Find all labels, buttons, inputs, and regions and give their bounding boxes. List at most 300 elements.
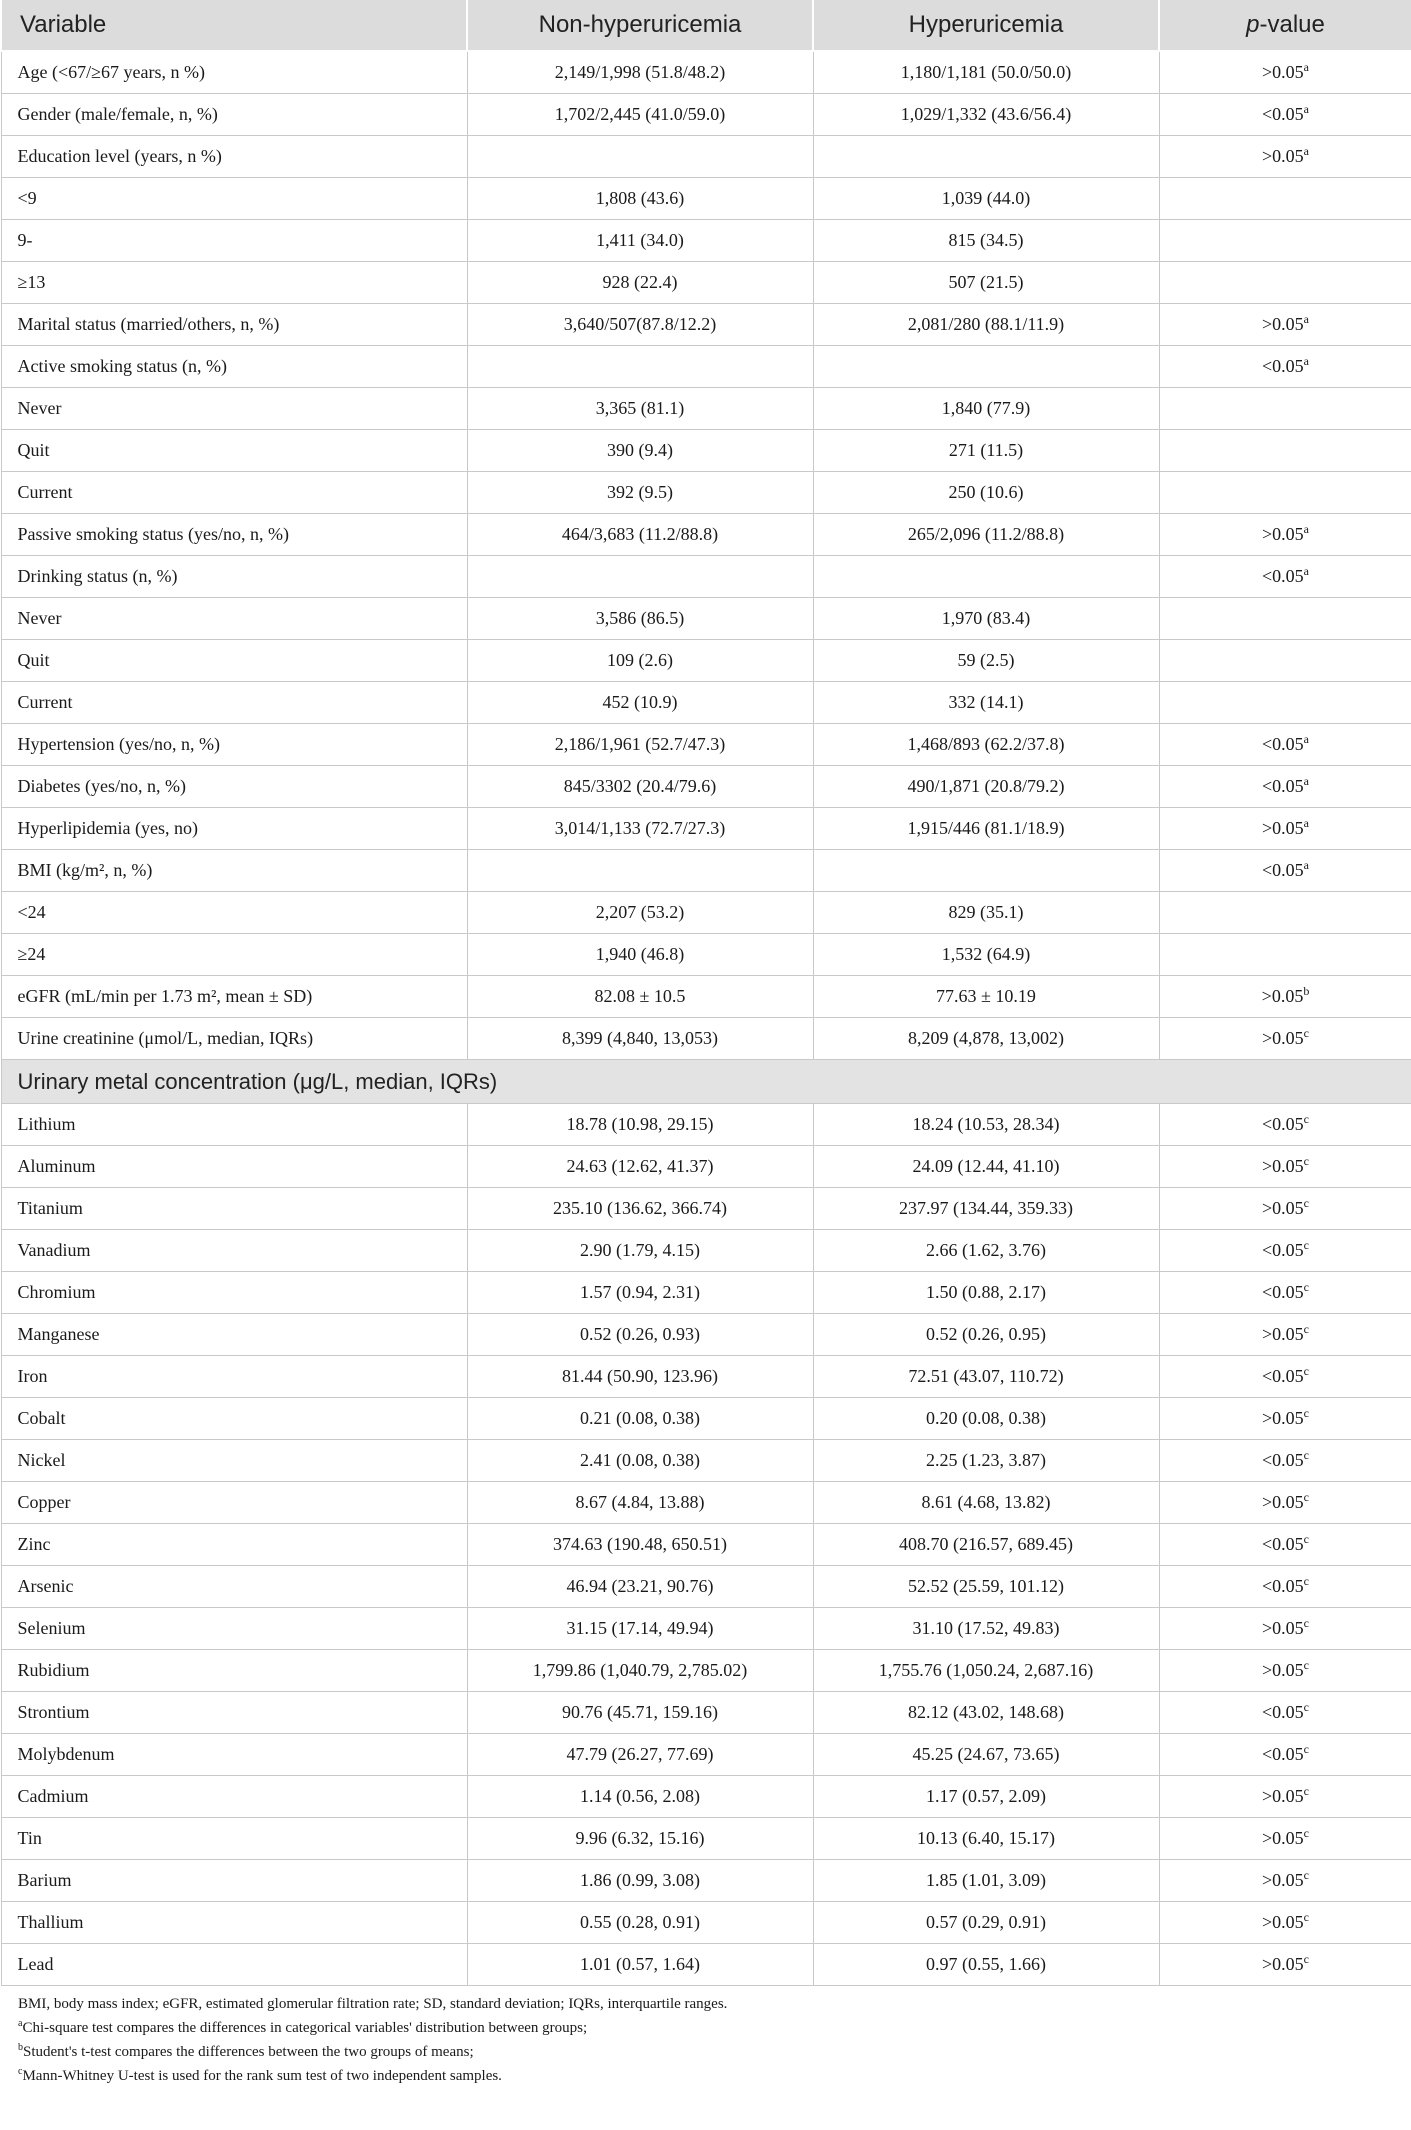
p-value-footnote-mark: c [1303,1784,1309,1798]
header-non-hyperuricemia: Non-hyperuricemia [467,0,813,51]
cell-hyperuricemia: 24.09 (12.44, 41.10) [813,1146,1159,1188]
cell-p-value [1159,1650,1411,1692]
p-value-text: >0.05 [1262,1156,1304,1176]
table-row [1,1608,1411,1650]
cell-hyperuricemia: 2.25 (1.23, 3.87) [813,1440,1159,1482]
header-variable: Variable [1,0,467,51]
p-value-text: >0.05 [1262,1828,1304,1848]
cell-non-hyperuricemia: 2.41 (0.08, 0.38) [467,1440,813,1482]
p-value-footnote-mark: b [1303,984,1310,998]
table-row [1,136,1411,178]
p-value-text: >0.05 [1262,1660,1304,1680]
cell-p-value [1159,514,1411,556]
cell-non-hyperuricemia: 1,799.86 (1,040.79, 2,785.02) [467,1650,813,1692]
table-row [1,1018,1411,1060]
cell-variable: Iron [1,1356,467,1398]
table-header-row [1,0,1411,51]
cell-non-hyperuricemia: 9.96 (6.32, 15.16) [467,1818,813,1860]
p-value-text: >0.05 [1262,1954,1304,1974]
cell-variable: Tin [1,1818,467,1860]
footnote-a-text: Chi-square test compares the differences in categorical variables' distribution between groups; [22,2020,588,2036]
cell-p-value [1159,1818,1411,1860]
cell-p-value [1159,1608,1411,1650]
p-value-footnote-mark: a [1303,858,1309,872]
cell-non-hyperuricemia: 928 (22.4) [467,262,813,304]
cell-variable: eGFR (mL/min per 1.73 m², mean ± SD) [1,976,467,1018]
cell-hyperuricemia: 0.57 (0.29, 0.91) [813,1902,1159,1944]
p-value-text: <0.05 [1262,104,1304,124]
p-value-footnote-mark: c [1303,1196,1309,1210]
cell-p-value [1159,1692,1411,1734]
cell-hyperuricemia: 45.25 (24.67, 73.65) [813,1734,1159,1776]
cell-variable: Thallium [1,1902,467,1944]
cell-variable: ≥13 [1,262,467,304]
cell-hyperuricemia: 1,755.76 (1,050.24, 2,687.16) [813,1650,1159,1692]
cell-non-hyperuricemia: 374.63 (190.48, 650.51) [467,1524,813,1566]
cell-variable: Quit [1,640,467,682]
table-row [1,766,1411,808]
p-value-text: <0.05 [1262,776,1304,796]
table-row [1,51,1411,94]
table-row [1,1356,1411,1398]
header-p-value [1159,0,1411,51]
table-row [1,1818,1411,1860]
cell-hyperuricemia [813,850,1159,892]
table-row [1,1272,1411,1314]
p-value-footnote-mark: a [1303,354,1309,368]
cell-non-hyperuricemia: 2,207 (53.2) [467,892,813,934]
p-value-text: <0.05 [1262,1450,1304,1470]
table-row [1,514,1411,556]
cell-p-value [1159,1018,1411,1060]
table-row [1,1944,1411,1986]
table-body-section [1,1060,1411,1104]
cell-hyperuricemia: 0.97 (0.55, 1.66) [813,1944,1159,1986]
cell-non-hyperuricemia: 1.86 (0.99, 3.08) [467,1860,813,1902]
cell-p-value [1159,976,1411,1018]
cell-p-value [1159,640,1411,682]
table-row [1,556,1411,598]
cell-hyperuricemia: 332 (14.1) [813,682,1159,724]
table-row [1,1314,1411,1356]
p-value-footnote-mark: c [1303,1868,1309,1882]
cell-p-value [1159,598,1411,640]
cell-non-hyperuricemia: 2,149/1,998 (51.8/48.2) [467,51,813,94]
p-value-footnote-mark: c [1303,1742,1309,1756]
table-row [1,934,1411,976]
cell-non-hyperuricemia: 0.52 (0.26, 0.93) [467,1314,813,1356]
footnotes [0,1986,1411,2088]
cell-hyperuricemia: 408.70 (216.57, 689.45) [813,1524,1159,1566]
footnote-b-mark: b [18,2042,23,2053]
cell-p-value [1159,1104,1411,1146]
cell-non-hyperuricemia: 845/3302 (20.4/79.6) [467,766,813,808]
cell-non-hyperuricemia: 0.55 (0.28, 0.91) [467,1902,813,1944]
table-body-metals [1,1104,1411,1986]
table-row [1,220,1411,262]
cell-non-hyperuricemia: 1.01 (0.57, 1.64) [467,1944,813,1986]
table-row [1,430,1411,472]
cell-variable: Titanium [1,1188,467,1230]
cell-p-value [1159,1566,1411,1608]
cell-p-value [1159,556,1411,598]
cell-hyperuricemia: 490/1,871 (20.8/79.2) [813,766,1159,808]
p-value-text: <0.05 [1262,1744,1304,1764]
cell-hyperuricemia: 8.61 (4.68, 13.82) [813,1482,1159,1524]
cell-non-hyperuricemia: 90.76 (45.71, 159.16) [467,1692,813,1734]
cell-non-hyperuricemia: 1.14 (0.56, 2.08) [467,1776,813,1818]
cell-variable: Urine creatinine (μmol/L, median, IQRs) [1,1018,467,1060]
table-row [1,598,1411,640]
cell-p-value [1159,94,1411,136]
table-row [1,1566,1411,1608]
cell-p-value [1159,1734,1411,1776]
cell-variable: Marital status (married/others, n, %) [1,304,467,346]
cell-variable: <9 [1,178,467,220]
p-value-text: >0.05 [1262,1198,1304,1218]
cell-variable: Never [1,598,467,640]
p-value-text: >0.05 [1262,1870,1304,1890]
cell-non-hyperuricemia: 1,808 (43.6) [467,178,813,220]
cell-p-value [1159,1440,1411,1482]
cell-p-value [1159,1146,1411,1188]
cell-hyperuricemia: 250 (10.6) [813,472,1159,514]
cell-p-value [1159,1356,1411,1398]
cell-p-value [1159,892,1411,934]
cell-variable: Rubidium [1,1650,467,1692]
p-value-footnote-mark: c [1303,1532,1309,1546]
table-row [1,1146,1411,1188]
cell-p-value [1159,472,1411,514]
cell-non-hyperuricemia [467,136,813,178]
p-value-footnote-mark: a [1303,564,1309,578]
cell-variable: Chromium [1,1272,467,1314]
cell-non-hyperuricemia: 8.67 (4.84, 13.88) [467,1482,813,1524]
cell-variable: Current [1,682,467,724]
cell-p-value [1159,1902,1411,1944]
cell-hyperuricemia: 507 (21.5) [813,262,1159,304]
cell-variable: Passive smoking status (yes/no, n, %) [1,514,467,556]
cell-p-value [1159,1188,1411,1230]
p-value-footnote-mark: c [1303,1574,1309,1588]
header-p-rest: -value [1259,11,1325,38]
cell-hyperuricemia: 1,180/1,181 (50.0/50.0) [813,51,1159,94]
p-value-footnote-mark: c [1303,1826,1309,1840]
p-value-text: <0.05 [1262,1282,1304,1302]
table-row [1,850,1411,892]
cell-p-value [1159,850,1411,892]
cell-variable: Aluminum [1,1146,467,1188]
cell-hyperuricemia: 31.10 (17.52, 49.83) [813,1608,1159,1650]
cell-hyperuricemia: 1.50 (0.88, 2.17) [813,1272,1159,1314]
cell-hyperuricemia: 77.63 ± 10.19 [813,976,1159,1018]
p-value-text: >0.05 [1261,986,1304,1006]
cell-variable: Nickel [1,1440,467,1482]
cell-variable: Current [1,472,467,514]
table-row [1,724,1411,766]
cell-p-value [1159,1314,1411,1356]
table-row [1,976,1411,1018]
cell-variable: Hypertension (yes/no, n, %) [1,724,467,766]
cell-p-value [1159,934,1411,976]
table-row [1,1650,1411,1692]
p-value-text: >0.05 [1262,146,1304,166]
cell-p-value [1159,808,1411,850]
cell-p-value [1159,51,1411,94]
footnote-b-text: Student's t-test compares the differences between the two groups of means; [23,2044,474,2060]
cell-hyperuricemia: 8,209 (4,878, 13,002) [813,1018,1159,1060]
cell-hyperuricemia [813,556,1159,598]
table-row [1,1188,1411,1230]
table-row [1,1692,1411,1734]
p-value-footnote-mark: a [1303,60,1309,74]
cell-p-value [1159,766,1411,808]
p-value-footnote-mark: a [1303,522,1309,536]
p-value-text: >0.05 [1262,1324,1304,1344]
p-value-text: >0.05 [1262,1408,1304,1428]
cell-hyperuricemia: 1,915/446 (81.1/18.9) [813,808,1159,850]
table-row [1,178,1411,220]
cell-variable: Lithium [1,1104,467,1146]
p-value-text: <0.05 [1262,734,1304,754]
cell-non-hyperuricemia: 390 (9.4) [467,430,813,472]
cell-non-hyperuricemia: 235.10 (136.62, 366.74) [467,1188,813,1230]
cell-non-hyperuricemia: 81.44 (50.90, 123.96) [467,1356,813,1398]
cell-non-hyperuricemia: 3,586 (86.5) [467,598,813,640]
section-header-row [1,1060,1411,1104]
cell-variable: Gender (male/female, n, %) [1,94,467,136]
cell-hyperuricemia: 1,532 (64.9) [813,934,1159,976]
cell-variable: Diabetes (yes/no, n, %) [1,766,467,808]
cell-hyperuricemia: 271 (11.5) [813,430,1159,472]
cell-variable: Lead [1,1944,467,1986]
cell-hyperuricemia: 0.20 (0.08, 0.38) [813,1398,1159,1440]
p-value-text: >0.05 [1262,1028,1304,1048]
cell-p-value [1159,1776,1411,1818]
cell-variable: Barium [1,1860,467,1902]
cell-p-value [1159,1482,1411,1524]
cell-variable: Molybdenum [1,1734,467,1776]
p-value-footnote-mark: a [1303,816,1309,830]
cell-hyperuricemia: 18.24 (10.53, 28.34) [813,1104,1159,1146]
cell-variable: Cadmium [1,1776,467,1818]
p-value-footnote-mark: a [1303,732,1309,746]
cell-non-hyperuricemia: 452 (10.9) [467,682,813,724]
cell-non-hyperuricemia: 0.21 (0.08, 0.38) [467,1398,813,1440]
cell-non-hyperuricemia: 2,186/1,961 (52.7/47.3) [467,724,813,766]
table-row [1,388,1411,430]
cell-hyperuricemia: 1,029/1,332 (43.6/56.4) [813,94,1159,136]
cell-non-hyperuricemia: 1.57 (0.94, 2.31) [467,1272,813,1314]
header-hyperuricemia: Hyperuricemia [813,0,1159,51]
table-row [1,1398,1411,1440]
cell-variable: Never [1,388,467,430]
cell-hyperuricemia: 265/2,096 (11.2/88.8) [813,514,1159,556]
footnote-c [18,2064,1393,2088]
cell-hyperuricemia [813,346,1159,388]
cell-non-hyperuricemia: 24.63 (12.62, 41.37) [467,1146,813,1188]
cell-hyperuricemia [813,136,1159,178]
cell-p-value [1159,1944,1411,1986]
p-value-text: >0.05 [1262,1786,1304,1806]
p-value-text: <0.05 [1262,1240,1304,1260]
cell-non-hyperuricemia: 1,940 (46.8) [467,934,813,976]
p-value-footnote-mark: c [1303,1280,1309,1294]
cell-non-hyperuricemia: 8,399 (4,840, 13,053) [467,1018,813,1060]
cell-p-value [1159,178,1411,220]
footnote-a [18,2016,1393,2040]
table-row [1,472,1411,514]
p-value-footnote-mark: c [1303,1952,1309,1966]
p-value-text: <0.05 [1262,1534,1304,1554]
cell-variable: Selenium [1,1608,467,1650]
cell-non-hyperuricemia: 3,014/1,133 (72.7/27.3) [467,808,813,850]
cell-variable: Cobalt [1,1398,467,1440]
cell-non-hyperuricemia: 2.90 (1.79, 4.15) [467,1230,813,1272]
p-value-footnote-mark: c [1303,1238,1309,1252]
p-value-footnote-mark: c [1303,1364,1309,1378]
footnote-c-mark: c [18,2066,23,2077]
table-row [1,346,1411,388]
cell-non-hyperuricemia [467,556,813,598]
cell-non-hyperuricemia: 3,640/507(87.8/12.2) [467,304,813,346]
cell-variable: Drinking status (n, %) [1,556,467,598]
table-row [1,1860,1411,1902]
p-value-footnote-mark: a [1303,102,1309,116]
cell-p-value [1159,136,1411,178]
cell-variable: <24 [1,892,467,934]
cell-non-hyperuricemia: 82.08 ± 10.5 [467,976,813,1018]
p-value-footnote-mark: c [1303,1658,1309,1672]
cell-non-hyperuricemia: 109 (2.6) [467,640,813,682]
p-value-text: <0.05 [1262,860,1304,880]
cell-variable: Vanadium [1,1230,467,1272]
cell-non-hyperuricemia: 46.94 (23.21, 90.76) [467,1566,813,1608]
cell-p-value [1159,1272,1411,1314]
cell-variable: BMI (kg/m², n, %) [1,850,467,892]
cell-non-hyperuricemia [467,346,813,388]
footnote-a-mark: a [18,2018,23,2029]
cell-p-value [1159,430,1411,472]
cell-non-hyperuricemia: 1,411 (34.0) [467,220,813,262]
footnote-abbreviations: BMI, body mass index; eGFR, estimated glomerular filtration rate; SD, standard deviation; IQRs, interquartile ranges. [18,1996,728,2012]
table-row [1,1902,1411,1944]
p-value-footnote-mark: c [1303,1112,1309,1126]
cell-hyperuricemia: 1,970 (83.4) [813,598,1159,640]
p-value-footnote-mark: c [1303,1406,1309,1420]
cell-p-value [1159,1230,1411,1272]
cell-p-value [1159,304,1411,346]
table-row [1,1524,1411,1566]
p-value-text: >0.05 [1262,314,1304,334]
cell-hyperuricemia: 72.51 (43.07, 110.72) [813,1356,1159,1398]
p-value-text: <0.05 [1262,1366,1304,1386]
cell-p-value [1159,220,1411,262]
p-value-footnote-mark: a [1303,312,1309,326]
p-value-text: <0.05 [1262,566,1304,586]
table-row [1,892,1411,934]
table-row [1,1440,1411,1482]
p-value-text: >0.05 [1262,1912,1304,1932]
cell-non-hyperuricemia: 392 (9.5) [467,472,813,514]
cell-hyperuricemia: 1.17 (0.57, 2.09) [813,1776,1159,1818]
cell-variable: Strontium [1,1692,467,1734]
cell-variable: Active smoking status (n, %) [1,346,467,388]
p-value-text: <0.05 [1262,1576,1304,1596]
p-value-text: <0.05 [1262,1114,1304,1134]
p-value-footnote-mark: c [1303,1448,1309,1462]
cell-variable: Education level (years, n %) [1,136,467,178]
cell-variable: Zinc [1,1524,467,1566]
p-value-text: >0.05 [1262,818,1304,838]
table-row [1,262,1411,304]
cell-hyperuricemia: 10.13 (6.40, 15.17) [813,1818,1159,1860]
cell-non-hyperuricemia: 3,365 (81.1) [467,388,813,430]
p-value-text: >0.05 [1262,524,1304,544]
cell-variable: Age (<67/≥67 years, n %) [1,51,467,94]
table-row [1,1776,1411,1818]
table-body-characteristics [1,51,1411,1060]
table-row [1,1104,1411,1146]
cell-hyperuricemia: 2.66 (1.62, 3.76) [813,1230,1159,1272]
cell-hyperuricemia: 1.85 (1.01, 3.09) [813,1860,1159,1902]
cell-hyperuricemia: 2,081/280 (88.1/11.9) [813,304,1159,346]
cell-variable: Manganese [1,1314,467,1356]
cell-p-value [1159,682,1411,724]
cell-p-value [1159,724,1411,766]
cell-p-value [1159,262,1411,304]
header-p-italic: p [1246,11,1260,38]
cell-variable: Arsenic [1,1566,467,1608]
cell-variable: Hyperlipidemia (yes, no) [1,808,467,850]
cell-hyperuricemia: 815 (34.5) [813,220,1159,262]
p-value-footnote-mark: c [1303,1154,1309,1168]
footnote-c-text: Mann-Whitney U-test is used for the rank sum test of two independent samples. [22,2068,502,2084]
cell-hyperuricemia: 59 (2.5) [813,640,1159,682]
cell-non-hyperuricemia: 1,702/2,445 (41.0/59.0) [467,94,813,136]
cell-variable: Copper [1,1482,467,1524]
p-value-text: >0.05 [1262,1492,1304,1512]
table-row [1,1482,1411,1524]
table-row [1,94,1411,136]
p-value-footnote-mark: c [1303,1322,1309,1336]
p-value-footnote-mark: a [1303,774,1309,788]
p-value-footnote-mark: c [1303,1490,1309,1504]
footnote-b [18,2040,1393,2064]
p-value-footnote-mark: c [1303,1700,1309,1714]
table-row [1,1230,1411,1272]
p-value-text: >0.05 [1262,1618,1304,1638]
cell-p-value [1159,1524,1411,1566]
cell-non-hyperuricemia: 47.79 (26.27, 77.69) [467,1734,813,1776]
p-value-footnote-mark: c [1303,1026,1309,1040]
p-value-text: >0.05 [1262,62,1304,82]
table-row [1,640,1411,682]
p-value-footnote-mark: a [1303,144,1309,158]
table-row [1,682,1411,724]
p-value-footnote-mark: c [1303,1616,1309,1630]
cell-non-hyperuricemia [467,850,813,892]
p-value-footnote-mark: c [1303,1910,1309,1924]
cell-non-hyperuricemia: 464/3,683 (11.2/88.8) [467,514,813,556]
cell-hyperuricemia: 0.52 (0.26, 0.95) [813,1314,1159,1356]
cell-non-hyperuricemia: 31.15 (17.14, 49.94) [467,1608,813,1650]
cell-p-value [1159,388,1411,430]
p-value-text: <0.05 [1262,356,1304,376]
cell-hyperuricemia: 1,840 (77.9) [813,388,1159,430]
table-row [1,808,1411,850]
cell-variable: Quit [1,430,467,472]
